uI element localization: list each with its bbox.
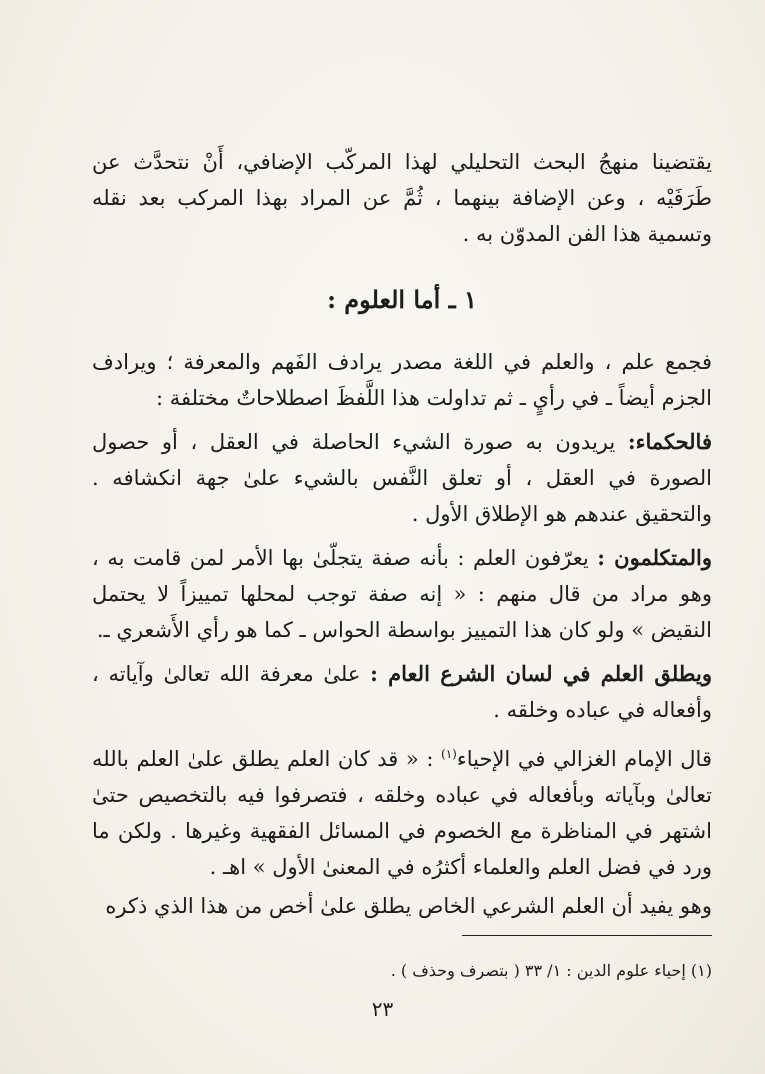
- paragraph-philosophers: [92, 424, 712, 532]
- paragraph-philosophers-text: يريدون به صورة الشيء الحاصلة في العقل ، أو حصول الصورة في العقل ، أو تعلق النَّفس بالشيء علىٰ جهة انكشافه . والتحقيق عندهم هو الإطلاق الأول .: [92, 430, 712, 526]
- paragraph-conclusion-text: وهو يفيد أن العلم الشرعي الخاص يطلق علىٰ أخص من هذا الذي ذكره: [105, 894, 712, 918]
- section-heading: ١ ـ أما العلوم :: [327, 285, 477, 314]
- paragraph-theologians: [92, 540, 712, 648]
- footnote-divider: [462, 935, 712, 936]
- paragraph-conclusion: [92, 888, 712, 924]
- intro-text: يقتضينا منهجُ البحث التحليلي لهذا المركّب الإضافي، أَنْ نتحدَّث عن طَرَفَيْه ، وعن الإضافة بينهما ، ثُمَّ عن المراد بهذا المركب بعد نقله وتسمية هذا الفن المدوّن به .: [92, 150, 712, 246]
- paragraph-philosophers-lead: فالحكماء:: [627, 429, 712, 454]
- paragraph-definition-text: فجمع علم ، والعلم في اللغة مصدر يرادف الفَهم والمعرفة ؛ ويرادف الجزم أيضاً ـ في رأيٍ ـ ثم تداولت هذا اللَّفظَ اصطلاحاتٌ مختلفة :: [92, 350, 712, 410]
- paragraph-ghazali-text: : « قد كان العلم يطلق علىٰ العلم بالله تعالىٰ وبآياته وبأفعاله في عباده وخلقه ، فتصرفوا فيه بالتخصيص حتىٰ اشتهر في المناظرة مع الخصوم في المسائل الفقهية وغيرها . ولكن ما ورد في فضل العلم والعلماء أكثرُه في المعنىٰ الأول » اهـ .: [92, 747, 712, 879]
- paragraph-sharia-text: علىٰ معرفة الله تعالىٰ وآياته ، وأفعاله في عباده وخلقه .: [92, 662, 712, 722]
- paragraph-definition: [92, 344, 712, 416]
- paragraph-ghazali: [92, 736, 712, 885]
- paragraph-ghazali-lead: قال الإمام الغزالي في الإحياء: [456, 747, 712, 771]
- intro-paragraph: [92, 144, 712, 252]
- paragraph-sharia: [92, 656, 712, 728]
- footnote-marker: (١): [441, 747, 457, 761]
- paragraph-theologians-text: يعرّفون العلم : بأنه صفة يتجلّىٰ بها الأمر لمن قامت به ، وهو مراد من قال منهم : « إنه صفة توجب لمحلها تمييزاً لا يحتمل النقيض » ولو كان هذا التمييز بواسطة الحواس ـ كما هو رأي الأَشعري ـ.: [92, 546, 712, 642]
- footnote: (١) إحياء علوم الدين : ١/ ٣٣ ( بتصرف وحذف ) .: [390, 961, 712, 980]
- paragraph-theologians-lead: والمتكلمون :: [597, 545, 712, 570]
- paragraph-sharia-lead: ويطلق العلم في لسان الشرع العام :: [370, 661, 712, 686]
- page-number: ٢٣: [371, 997, 394, 1021]
